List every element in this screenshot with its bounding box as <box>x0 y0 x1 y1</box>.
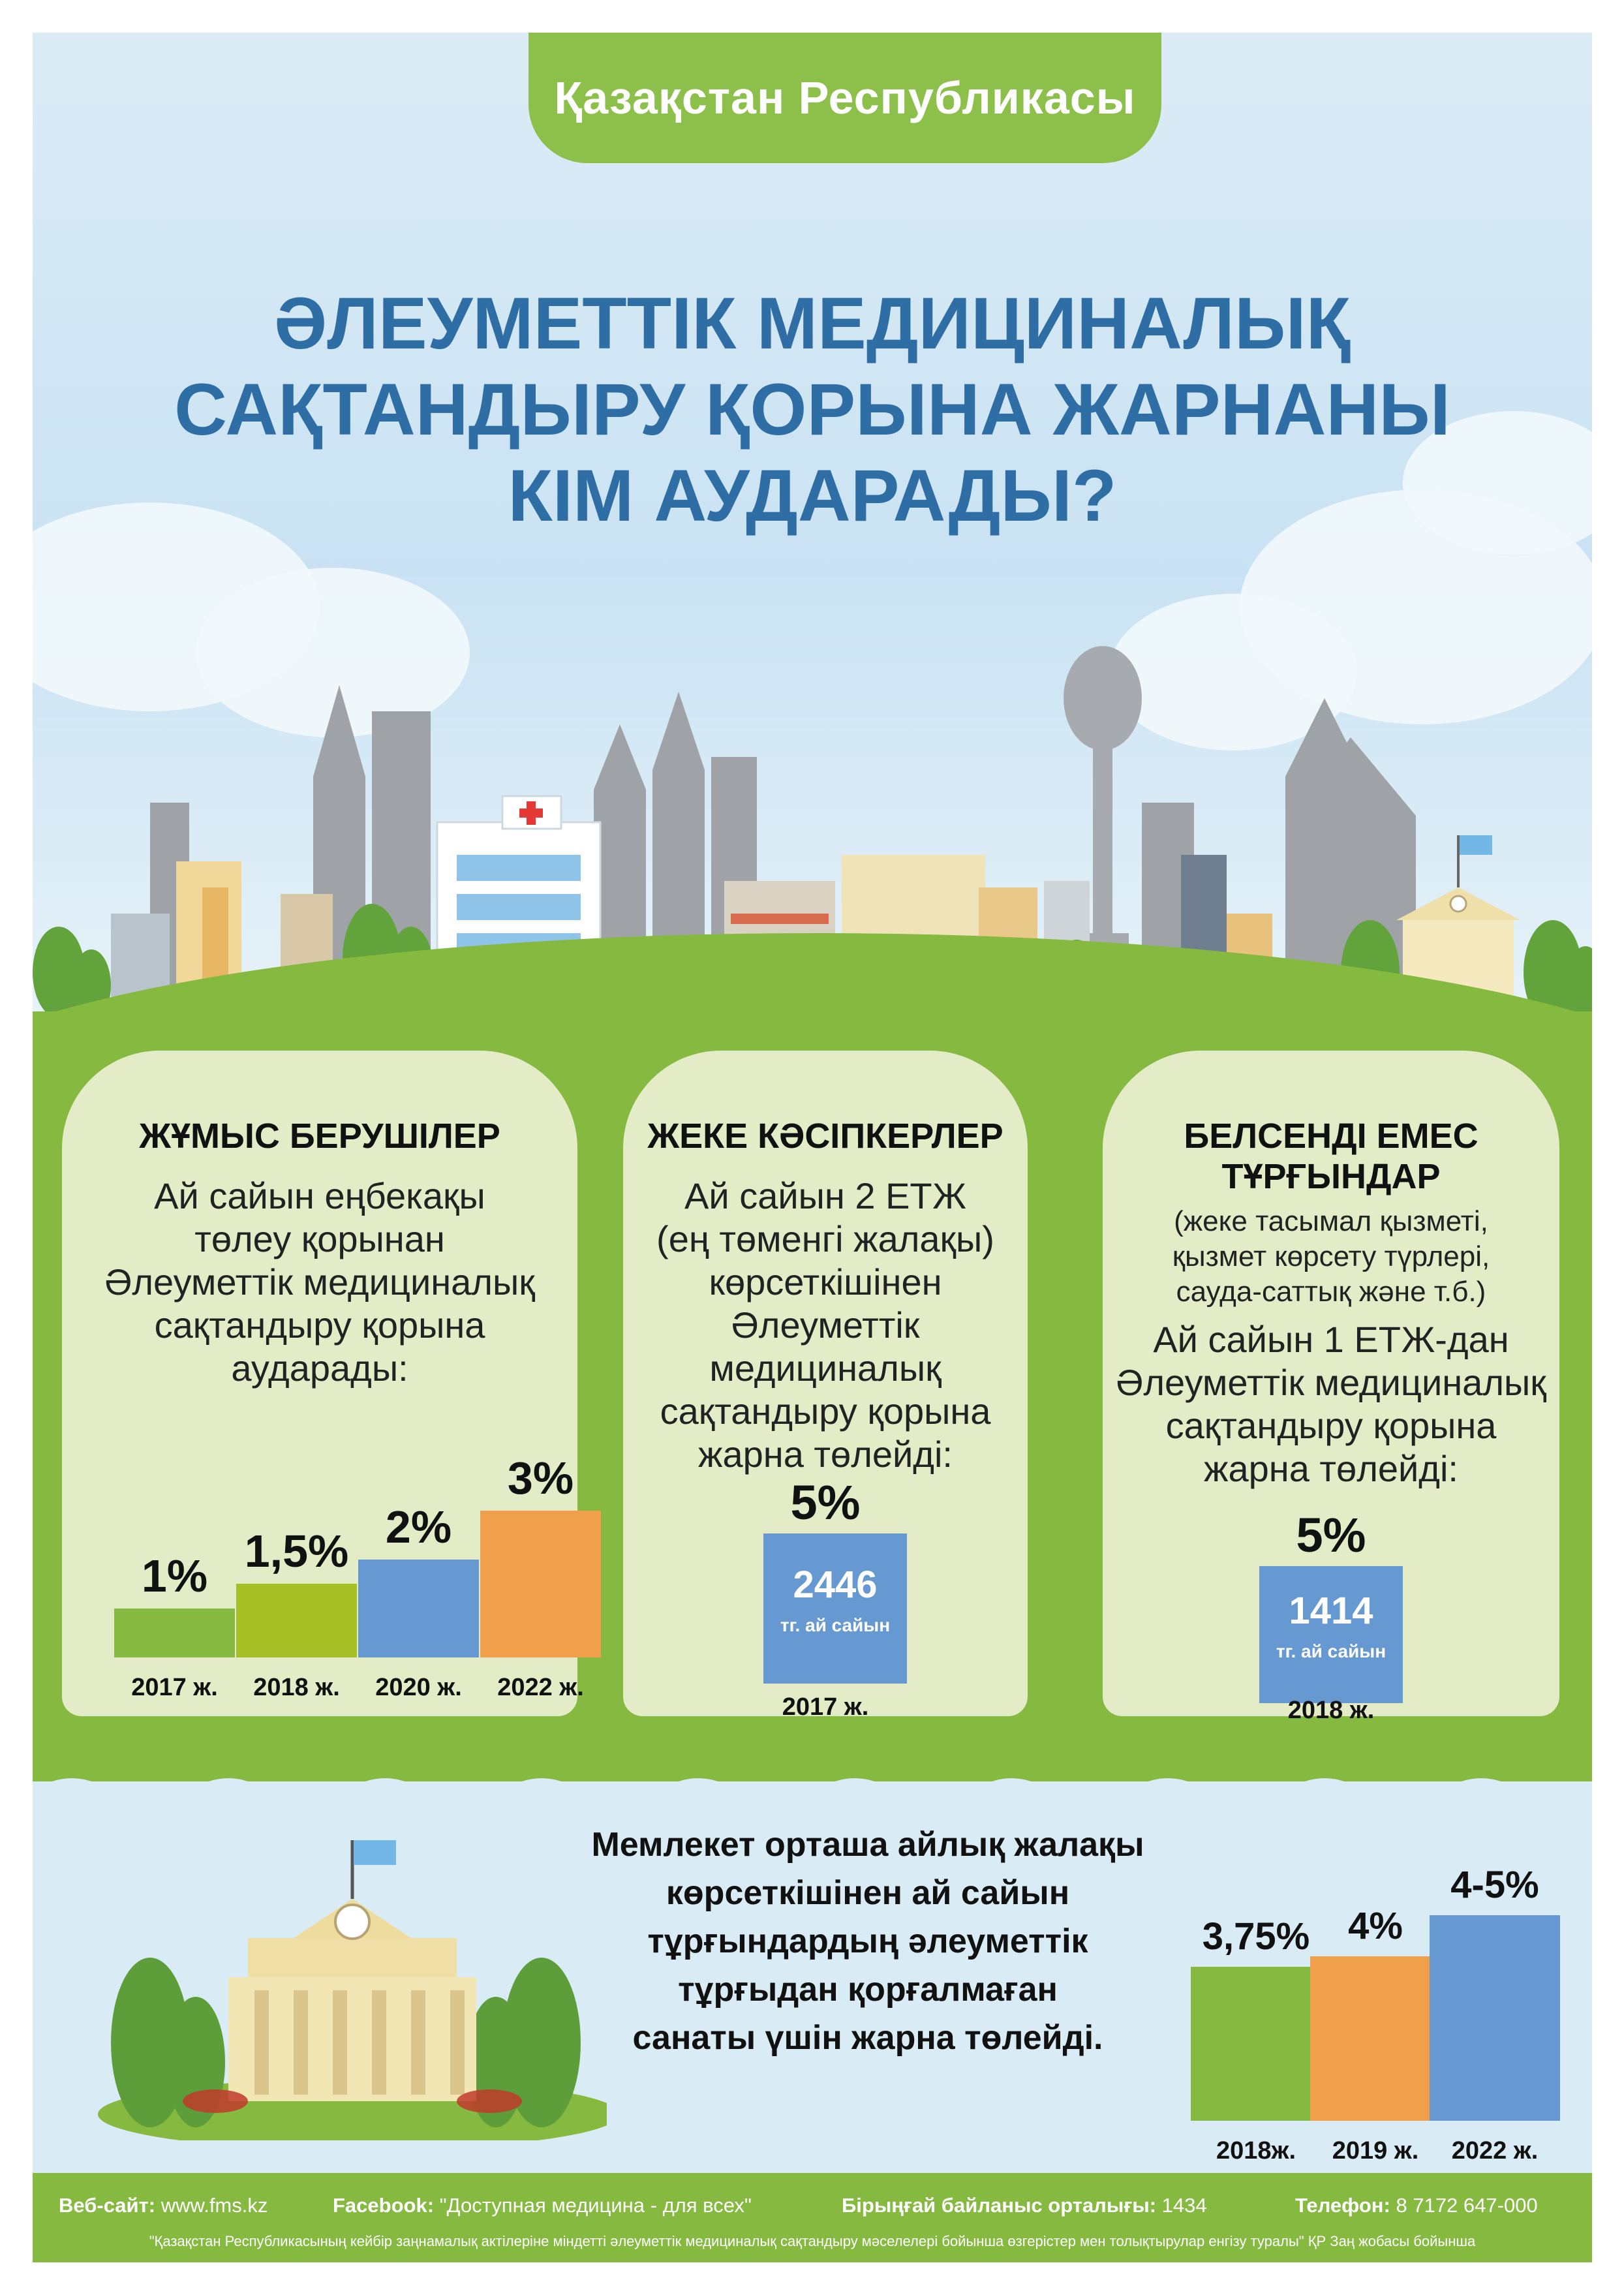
card-inactive-residents <box>1103 1051 1559 1716</box>
state-text-line: көрсеткішінен ай сайын <box>666 1874 1070 1912</box>
body-line: Әлеуметтік <box>731 1304 920 1346</box>
body-line: Әлеуметтік медициналық <box>1116 1362 1546 1403</box>
card-title: ЖҰМЫС БЕРУШІЛЕР <box>139 1117 500 1156</box>
body-line: жарна төлейді: <box>1204 1448 1458 1489</box>
bar-value-label: 4% <box>1348 1905 1403 1947</box>
rate-label: 5% <box>790 1475 861 1530</box>
rate-label: 5% <box>1296 1508 1366 1562</box>
bar-value-label: 3% <box>507 1453 574 1503</box>
sub-line: (жеке тасымал қызметі, <box>1174 1205 1488 1237</box>
footer-note: "Қазақстан Республикасының кейбір заңнамалық актілеріне міндетті әлеуметтік медициналық сақтандыру мәселелері бойынша өзгерістер мен толықтырулар енгізу туралы" ҚР Заң жобасы бойынша <box>149 2233 1476 2249</box>
title-line: ТҰРҒЫНДАР <box>1221 1157 1441 1196</box>
amount-value: 1414 <box>1289 1590 1373 1632</box>
government-building-illustration <box>98 1827 607 2140</box>
state-text-line: Мемлекет орташа айлық жалақы <box>591 1826 1144 1864</box>
country-header <box>529 33 1161 163</box>
amount-box <box>763 1533 907 1684</box>
card-body <box>1103 1318 1559 1490</box>
state-text-line: тұрғыдан қорғалмаған <box>678 1971 1058 2009</box>
footer-phone <box>1295 2194 1538 2217</box>
bar-value-label: 3,75% <box>1202 1915 1310 1958</box>
card-employers <box>62 1051 584 1716</box>
title-line-2: САҚТАНДЫРУ ҚОРЫНА ЖАРНАНЫ <box>174 369 1450 450</box>
body-line: (ең төменгі жалақы) <box>656 1218 994 1259</box>
phone-label: Телефон: <box>1295 2194 1390 2217</box>
body-line: аударады: <box>231 1348 408 1389</box>
website-label: Веб-сайт: <box>59 2194 156 2217</box>
body-line: сақтандыру қорына <box>154 1304 485 1346</box>
footer-website <box>59 2194 268 2217</box>
country-name: Қазақстан Республикасы <box>554 72 1136 123</box>
phone-number: 8 7172 647-000 <box>1396 2194 1538 2217</box>
card-title: ЖЕКЕ КӘСІПКЕРЛЕР <box>647 1117 1004 1156</box>
card-entrepreneurs <box>623 1051 1028 1721</box>
body-line: Ай сайын еңбекақы <box>154 1175 485 1216</box>
state-rate-chart <box>1171 1781 1563 2173</box>
title-line-3: КІМ АУДАРАДЫ? <box>508 455 1117 536</box>
body-line: көрсеткішінен <box>709 1261 942 1302</box>
chart-bar <box>1191 1967 1321 2121</box>
state-text <box>542 1821 1194 2062</box>
contact-label: Бірыңғай байланыс орталығы: <box>842 2194 1157 2217</box>
card-title <box>1103 1116 1559 1197</box>
amount-unit: тг. ай сайын <box>780 1615 891 1635</box>
year-label: 2018 ж. <box>1287 1697 1375 1724</box>
body-line: медициналық <box>709 1348 942 1389</box>
chart-bar <box>114 1609 235 1657</box>
facebook-link[interactable]: "Доступная медицина - для всех" <box>439 2194 752 2217</box>
bar-value-label: 1% <box>141 1550 208 1601</box>
chart-bar <box>1310 1956 1441 2121</box>
bar-value-label: 1,5% <box>244 1526 349 1577</box>
chart-bar <box>480 1511 601 1657</box>
main-title <box>33 281 1592 539</box>
bar-year-label: 2020 ж. <box>375 1674 462 1701</box>
chart-bar <box>236 1584 357 1657</box>
card-subtitle <box>1103 1204 1559 1310</box>
bar-value-label: 2% <box>385 1502 452 1552</box>
title-line: БЕЛСЕНДІ ЕМЕС <box>1184 1117 1478 1156</box>
year-label: 2017 ж. <box>782 1693 869 1721</box>
body-line: сақтандыру қорына <box>1165 1405 1497 1446</box>
employers-rate-chart <box>62 1051 584 1716</box>
bar-year-label: 2018 ж. <box>253 1674 340 1701</box>
contact-number: 1434 <box>1161 2194 1207 2217</box>
sub-line: сауда-саттық және т.б.) <box>1176 1276 1486 1308</box>
chart-bar <box>358 1560 479 1657</box>
footer-contact <box>842 2194 1207 2217</box>
bar-year-label: 2022 ж. <box>497 1674 584 1701</box>
poster-frame <box>33 33 1592 2262</box>
body-line: Әлеуметтік медициналық <box>104 1261 535 1302</box>
state-text-line: тұрғындардың әлеуметтік <box>647 1922 1088 1960</box>
state-text-line: санаты үшін жарна төлейді. <box>632 2019 1103 2057</box>
sub-line: қызмет көрсету түрлері, <box>1172 1240 1490 1272</box>
facebook-label: Facebook: <box>333 2194 435 2217</box>
body-line: Ай сайын 2 ЕТЖ <box>684 1175 966 1216</box>
body-line: Ай сайын 1 ЕТЖ-дан <box>1153 1319 1509 1360</box>
amount-unit: тг. ай сайын <box>1276 1641 1387 1661</box>
footer-facebook <box>333 2194 752 2217</box>
title-line-1: ӘЛЕУМЕТТІК МЕДИЦИНАЛЫҚ <box>273 283 1351 364</box>
bar-value-label: 4-5% <box>1450 1864 1539 1906</box>
bar-year-label: 2018ж. <box>1216 2137 1296 2164</box>
bar-year-label: 2019 ж. <box>1332 2137 1419 2164</box>
body-line: сақтандыру қорына <box>660 1391 991 1432</box>
website-link[interactable]: www.fms.kz <box>161 2194 268 2217</box>
amount-box <box>1259 1566 1403 1703</box>
bar-year-label: 2022 ж. <box>1451 2137 1539 2164</box>
bar-year-label: 2017 ж. <box>131 1674 218 1701</box>
chart-bar <box>1430 1915 1560 2121</box>
body-line: жарна төлейді: <box>698 1434 953 1475</box>
amount-value: 2446 <box>793 1563 878 1606</box>
body-line: төлеу қорынан <box>194 1218 445 1259</box>
card-body <box>623 1175 1028 1476</box>
